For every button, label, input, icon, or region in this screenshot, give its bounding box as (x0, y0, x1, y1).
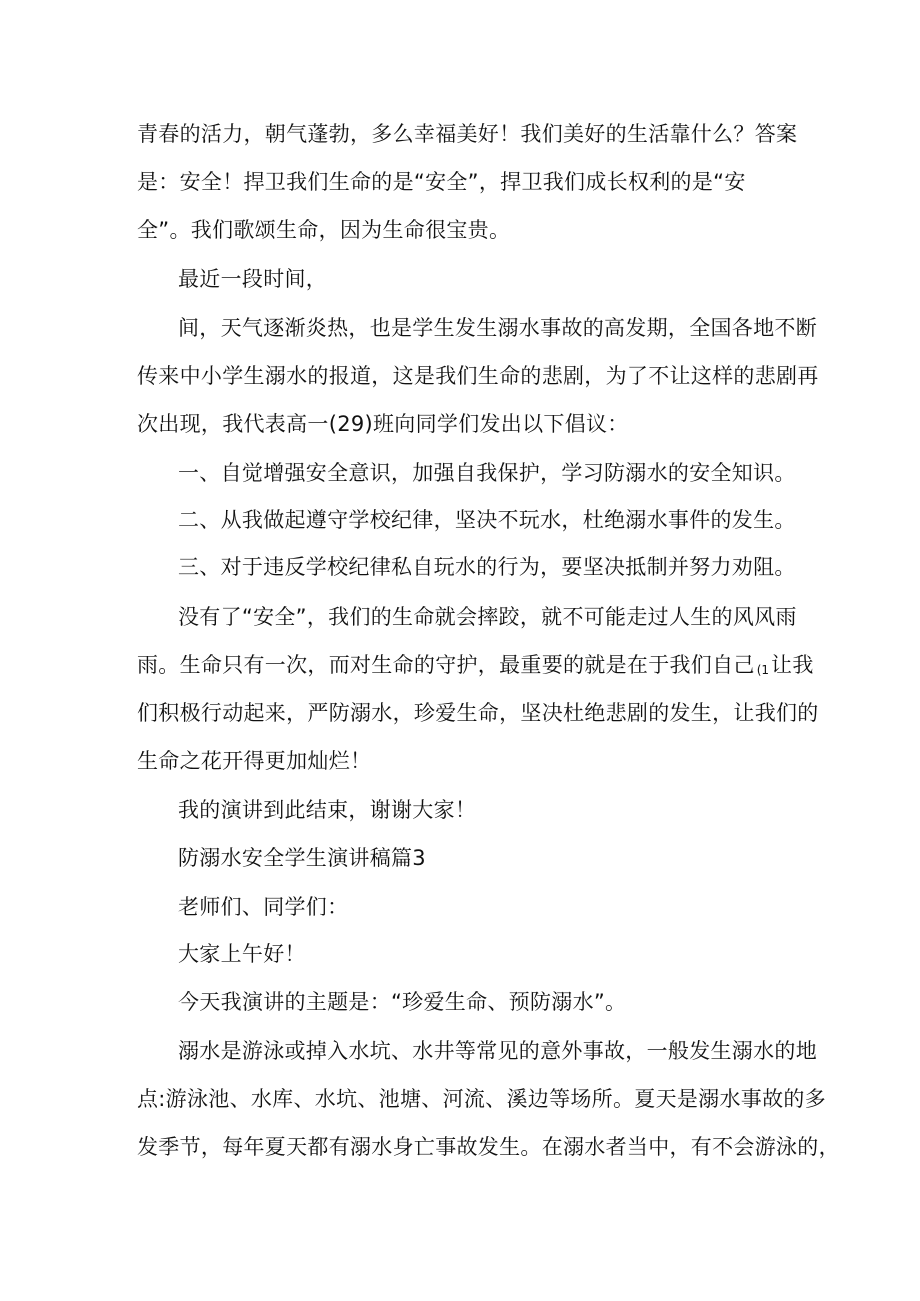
text-line: 三、对于违反学校纪律私自玩水的行为，要坚决抵制并努力劝阻。 (178, 555, 796, 579)
greeting: 大家上午好！ (178, 942, 306, 966)
text-line: 次出现，我代表高一(29)班向同学们发出以下倡议： (137, 412, 629, 436)
salutation: 老师们、同学们： (178, 895, 349, 919)
text-line: 最近一段时间， (178, 267, 328, 291)
text-line: 没有了“安全”，我们的生命就会摔跤，就不可能走过人生的风风雨 (178, 605, 797, 629)
text-line: 全”。我们歌颂生命，因为生命很宝贵。 (137, 218, 511, 242)
text-line: 们积极行动起来，严防溺水，珍爱生命，坚决杜绝悲剧的发生，让我们的 (137, 701, 819, 725)
text-segment: 雨。生命只有一次，而对生命的守护，最重要的就是在于我们自己 (137, 653, 755, 677)
text-line: 点:游泳池、水库、水坑、池塘、河流、溪边等场所。夏天是溺水事故的多 (137, 1087, 826, 1111)
text-line (137, 651, 814, 684)
text-line: 今天我演讲的主题是：“珍爱生命、预防溺水”。 (178, 990, 627, 1014)
text-line: 是：安全！捍卫我们生命的是“安全”，捍卫我们成长权利的是“安 (137, 170, 746, 194)
text-line: 发季节，每年夏天都有溺水身亡事故发生。在溺水者当中，有不会游泳的， (137, 1135, 840, 1159)
text-line: 生命之花开得更加灿烂！ (137, 749, 372, 773)
text-segment: 让我 (771, 653, 814, 677)
section-heading: 防溺水安全学生演讲稿篇3 (178, 846, 426, 870)
text-line: 二、从我做起遵守学校纪律，坚决不玩水，杜绝溺水事件的发生。 (178, 508, 796, 532)
text-line: 青春的活力，朝气蓬勃，多么幸福美好！我们美好的生活靠什么？答案 (137, 122, 798, 146)
footnote-mark: (1 (756, 663, 770, 677)
text-line: 一、自觉增强安全意识，加强自我保护，学习防溺水的安全知识。 (178, 461, 796, 485)
text-line: 我的演讲到此结束，谢谢大家！ (178, 798, 477, 822)
text-line: 间，天气逐渐炎热，也是学生发生溺水事故的高发期，全国各地不断 (178, 316, 817, 340)
text-line: 传来中小学生溺水的报道，这是我们生命的悲剧，为了不让这样的悲剧再 (137, 364, 819, 388)
text-line: 溺水是游泳或掉入水坑、水井等常见的意外事故，一般发生溺水的地 (178, 1039, 817, 1063)
